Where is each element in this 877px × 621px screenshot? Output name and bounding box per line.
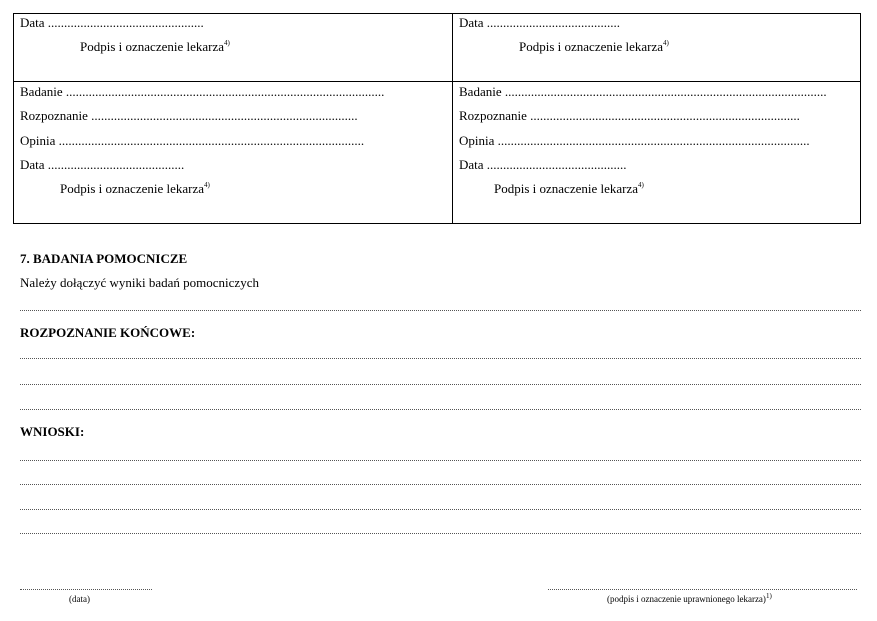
r2-left-opinia-dots: .............................................................................................. xyxy=(58,133,365,148)
r2-left-sig-label: Podpis i oznaczenie lekarza xyxy=(60,181,205,196)
wnioski-input-line-4[interactable] xyxy=(20,533,861,534)
section7-title: 7. BADANIA POMOCNICZE xyxy=(20,251,188,266)
r2-left-opinia-field[interactable] xyxy=(20,133,442,148)
wnioski-input-line-2[interactable] xyxy=(20,484,861,485)
r1-left-signature xyxy=(80,39,230,54)
r2-left-data-field[interactable] xyxy=(20,157,184,172)
r2-left-rozpoznanie-dots: .................................................................................. xyxy=(91,108,358,123)
rozpoznanie-input-line-1[interactable] xyxy=(20,358,861,359)
r2-right-data-dots: ........................................... xyxy=(486,157,627,172)
r1-right-sig-label: Podpis i oznaczenie lekarza xyxy=(519,39,664,54)
r2-right-signature xyxy=(494,181,644,196)
r2-right-rozpoznanie-field[interactable] xyxy=(459,108,853,123)
r2-right-badanie-label: Badanie xyxy=(459,84,502,99)
r1-left-sig-label: Podpis i oznaczenie lekarza xyxy=(80,39,225,54)
wnioski-input-line-1[interactable] xyxy=(20,460,861,461)
r2-left-rozpoznanie-field[interactable] xyxy=(20,108,442,123)
r2-left-data-label: Data xyxy=(20,157,45,172)
r2-right-rozpoznanie-label: Rozpoznanie xyxy=(459,108,527,123)
footer-signature-label: (podpis i oznaczenie uprawnionego lekarza) xyxy=(607,594,766,604)
section7-input-line[interactable] xyxy=(20,310,861,311)
r2-left-data-dots: .......................................... xyxy=(47,157,185,172)
r1-left-data-field[interactable] xyxy=(20,15,204,30)
table-row-divider xyxy=(13,81,861,82)
rozpoznanie-input-line-3[interactable] xyxy=(20,409,861,410)
footer-signature-sup: 1) xyxy=(765,592,772,600)
r1-right-data-label: Data xyxy=(459,15,484,30)
r2-left-badanie-dots: .................................................................................................. xyxy=(65,84,385,99)
footer-date-line[interactable] xyxy=(20,589,152,590)
r2-right-rozpoznanie-dots: ................................................................................... xyxy=(530,108,800,123)
r2-left-signature xyxy=(60,181,210,196)
r1-right-data-dots: ......................................... xyxy=(486,15,621,30)
r1-left-sig-sup: 4) xyxy=(224,39,230,47)
footer-signature-line[interactable] xyxy=(548,589,857,590)
r2-left-sig-sup: 4) xyxy=(204,181,210,189)
r2-right-sig-sup: 4) xyxy=(638,181,644,189)
wnioski-input-line-3[interactable] xyxy=(20,509,861,510)
r2-right-data-label: Data xyxy=(459,157,484,172)
r1-right-signature xyxy=(519,39,669,54)
rozpoznanie-title: ROZPOZNANIE KOŃCOWE: xyxy=(20,325,196,340)
r2-right-badanie-dots: ................................................................................................... xyxy=(504,84,827,99)
r1-left-data-dots: ................................................ xyxy=(47,15,204,30)
wnioski-title: WNIOSKI: xyxy=(20,424,85,439)
r2-left-rozpoznanie-label: Rozpoznanie xyxy=(20,108,88,123)
table-border-right xyxy=(860,13,861,224)
r2-left-badanie-label: Badanie xyxy=(20,84,63,99)
section7-note: Należy dołączyć wyniki badań pomocniczych xyxy=(20,275,259,290)
r2-right-opinia-dots: ................................................................................................ xyxy=(497,133,810,148)
r2-right-badanie-field[interactable] xyxy=(459,84,853,99)
r2-left-badanie-field[interactable] xyxy=(20,84,442,99)
table-border-left xyxy=(13,13,14,224)
r2-right-data-field[interactable] xyxy=(459,157,627,172)
table-border-bottom xyxy=(13,223,861,224)
r2-right-opinia-label: Opinia xyxy=(459,133,495,148)
r1-right-sig-sup: 4) xyxy=(663,39,669,47)
footer-signature-caption xyxy=(607,594,772,605)
r1-left-data-label: Data xyxy=(20,15,45,30)
r2-left-opinia-label: Opinia xyxy=(20,133,56,148)
rozpoznanie-input-line-2[interactable] xyxy=(20,384,861,385)
r2-right-sig-label: Podpis i oznaczenie lekarza xyxy=(494,181,639,196)
table-column-divider xyxy=(452,13,453,224)
r1-right-data-field[interactable] xyxy=(459,15,620,30)
footer-date-label: (data) xyxy=(69,594,90,604)
r2-right-opinia-field[interactable] xyxy=(459,133,853,148)
table-border-top xyxy=(13,13,861,14)
